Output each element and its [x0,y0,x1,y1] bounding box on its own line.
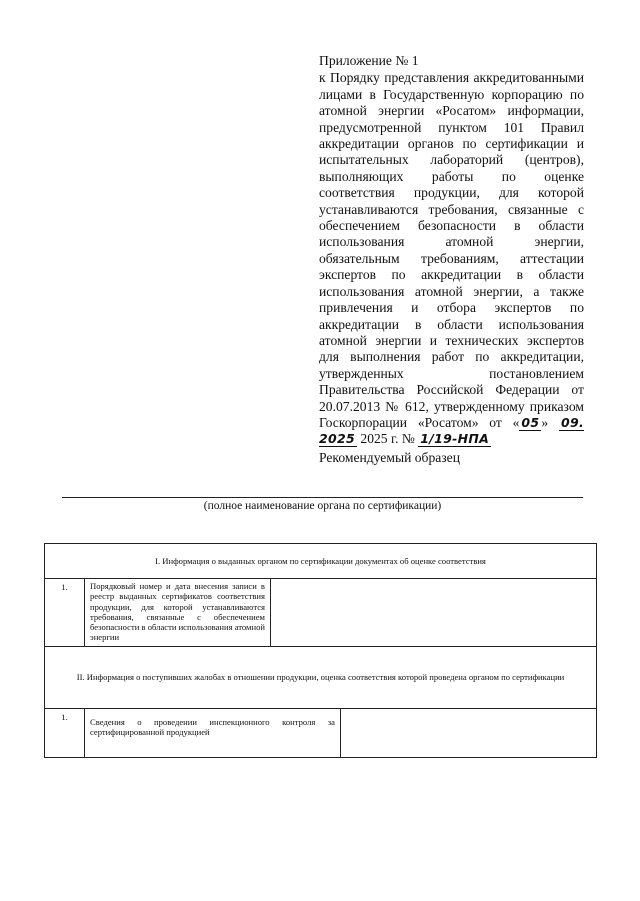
date-close-quote: » [541,414,549,430]
appendix-body [319,70,584,447]
date-year-label: 2025 г. № [360,431,415,447]
section2-title: II. Информация о поступивших жалобах в отношении продукции, оценка соответствия которой проведена органом по сертификации [45,647,597,709]
section1-title: I. Информация о выданных органом по сертификации документах об оценке соответствия [45,544,597,579]
section1-row-value-cell[interactable] [271,579,597,647]
section1-row-text: Порядковый номер и дата внесения записи в реестр выданных сертификатов соответствия продукции, для которой устанавливаются требования, связанные с обеспечением безопасности в области использования атомной энергии [85,579,271,647]
date-day-handwritten: 05 [521,414,540,430]
section2-row-text: Сведения о проведении инспекционного контроля за сертифицированной продукцией [85,709,341,758]
org-name-caption: (полное наименование органа по сертификации) [203,500,442,512]
appendix-body-text: к Порядку представления аккредитованными лицами в Государственную корпорацию по атомной энергии «Росатом» информации, предусмотренной пунктом 101 Правил аккредитации органов по сертификации и испытательных лабораторий (центров), выполняющих работы по оценке соответствия продукции, для которой устанавливаются требования, связанные с обеспечением безопасности в области использования атомной энергии, обязательным требованиям, аттестации экспертов по аккредитации в области использования атомной энергии, а также привлечения и отбора экспертов по аккредитации в области использования атомной энергии и технических экспертов для выполнения работ по аккредитации, утвержденных постановлением Правительства Российской Федерации от 20.07.2013 № 612, утвержденному приказом Госкорпорации «Росатом» от [319,70,584,430]
section2-row-value-cell[interactable] [341,709,597,758]
section2-row-number: 1. [45,709,85,758]
section1-row-number: 1. [45,579,85,647]
info-table [44,543,597,758]
date-month-handwritten: 09. 2025 [319,414,584,447]
org-name-line [62,497,583,498]
date-open-quote: « [512,414,520,430]
appendix-title: Приложение № 1 [319,53,419,68]
sample-label: Рекомендуемый образец [319,450,460,465]
appendix-header [319,53,584,448]
order-number-handwritten: 1/19-НПА [420,431,490,447]
